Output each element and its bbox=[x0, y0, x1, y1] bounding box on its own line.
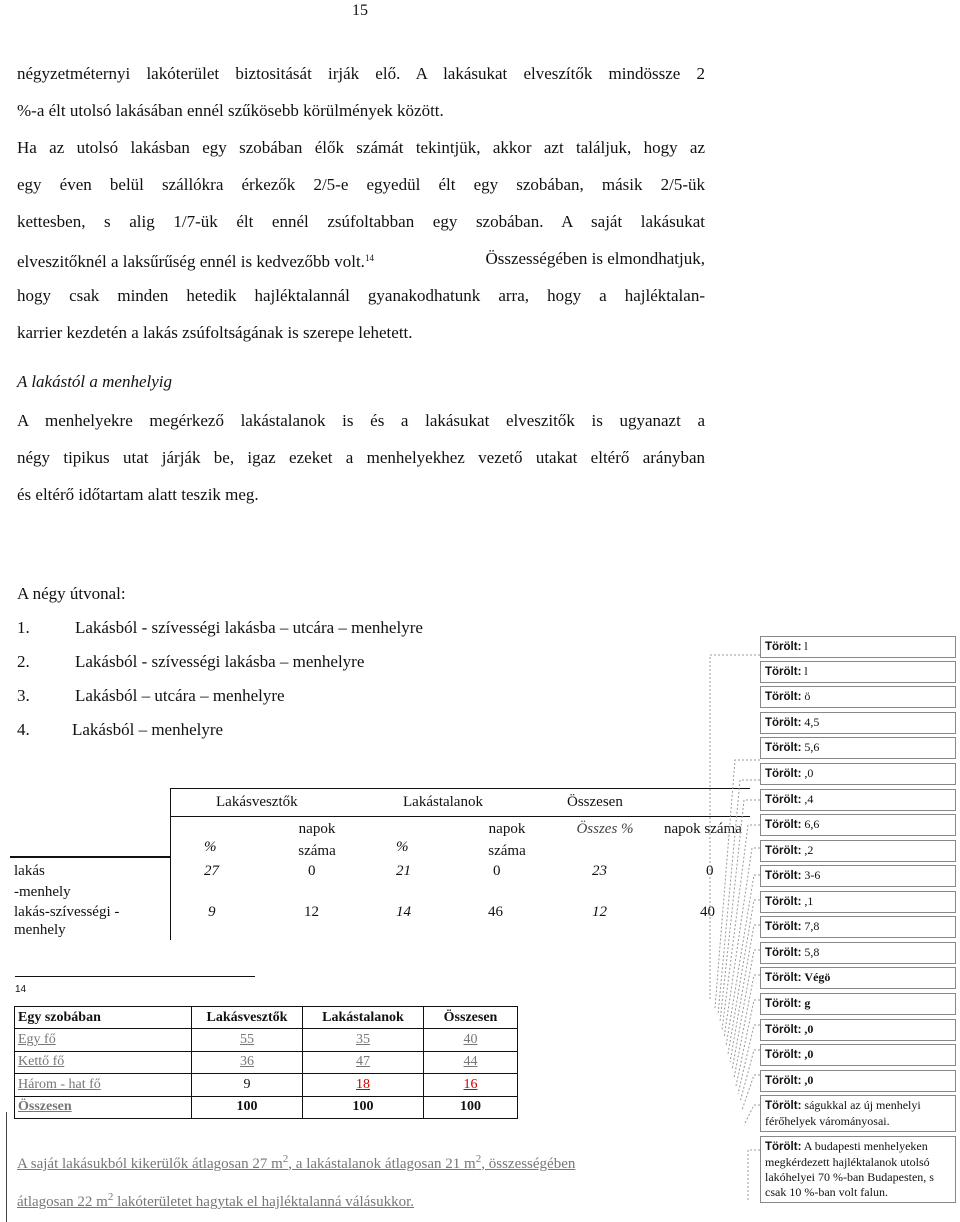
comment-text: l bbox=[804, 664, 808, 678]
group-header: Lakástalanok bbox=[403, 794, 483, 810]
comment-text: 7,8 bbox=[804, 919, 820, 933]
comment-label: Törölt: bbox=[765, 1049, 802, 1061]
comment-text: ,0 bbox=[804, 1022, 814, 1036]
comment-text: ,0 bbox=[804, 766, 814, 780]
comment-label: Törölt: bbox=[765, 1024, 802, 1036]
superscript: 2 bbox=[282, 1153, 289, 1165]
header-cell: Összesen bbox=[424, 1007, 518, 1029]
header-cell: Egy szobában bbox=[15, 1007, 192, 1029]
comment-text: ö bbox=[804, 689, 811, 703]
comment-label: Törölt: bbox=[765, 742, 802, 754]
table-cell: 36 bbox=[192, 1051, 303, 1073]
comment-balloon[interactable] bbox=[760, 891, 956, 913]
comment-balloon[interactable] bbox=[760, 737, 956, 759]
text-line: hogy csak minden hetedik hajléktalannál gyanakodhatunk arra, hogy a hajléktalan- bbox=[17, 286, 705, 305]
comment-text: ,4 bbox=[804, 792, 814, 806]
deleted-text: , a lakástalanok átlagosan 21 m bbox=[288, 1156, 476, 1172]
table-cell: 12 bbox=[304, 904, 319, 920]
text-line: %-a élt utolsó lakásában ennél szűkösebb körülmények között. bbox=[17, 101, 444, 120]
comment-label: Törölt: bbox=[765, 691, 802, 703]
row-label: lakás-szívességi - bbox=[14, 904, 120, 920]
row-label: -menhely bbox=[14, 884, 71, 900]
text-line: karrier kezdetén a lakás zsúfoltságának is szerepe lehetett. bbox=[17, 323, 413, 342]
subheader: % bbox=[204, 839, 217, 855]
comment-label: Törölt: bbox=[765, 819, 802, 831]
header-cell: Lakásvesztők bbox=[192, 1007, 303, 1029]
comment-balloon[interactable] bbox=[760, 1070, 956, 1092]
comment-balloon[interactable] bbox=[760, 1044, 956, 1066]
footnote-number: 14 bbox=[15, 984, 27, 995]
route-text: Lakásból - szívességi lakásba – utcára – menhelyre bbox=[75, 618, 423, 637]
footnote-reference[interactable]: 14 bbox=[364, 253, 374, 263]
table-cell: 40 bbox=[700, 904, 715, 920]
deleted-text: lakóterületet hagytak el hajléktalanná válásukkor. bbox=[113, 1194, 415, 1210]
route-text: Lakásból - szívességi lakásba – menhelyre bbox=[75, 652, 365, 671]
comment-text: ,1 bbox=[804, 894, 814, 908]
group-header: Összesen bbox=[567, 794, 623, 810]
table-cell: 18 bbox=[303, 1074, 424, 1096]
deleted-text: A saját lakásukból kikerülők átlagosan 27 m bbox=[17, 1156, 283, 1172]
text-line: A menhelyekre megérkező lakástalanok is és a lakásukat elveszitők is ugyanazt a bbox=[17, 411, 705, 430]
table-cell: 21 bbox=[396, 863, 411, 879]
comment-label: Törölt: bbox=[765, 768, 802, 780]
comment-text: ,0 bbox=[804, 1073, 814, 1087]
text-line: négyzetméternyi lakóterület biztositását irják elő. A lakásukat elveszítők mindössze 2 bbox=[17, 64, 705, 83]
comment-label: Törölt: bbox=[765, 717, 802, 729]
comment-label: Törölt: bbox=[765, 972, 802, 984]
deleted-text: , összességében bbox=[481, 1156, 576, 1172]
comment-balloon[interactable] bbox=[760, 1095, 956, 1132]
table-cell: 46 bbox=[488, 904, 503, 920]
comment-balloon[interactable] bbox=[760, 865, 956, 887]
comment-label: Törölt: bbox=[765, 641, 802, 653]
route-text: Lakásból – utcára – menhelyre bbox=[75, 686, 285, 705]
comment-label: Törölt: bbox=[765, 896, 802, 908]
subheader: napok száma bbox=[298, 821, 336, 859]
subheader: napok száma bbox=[488, 821, 526, 859]
comment-balloon[interactable] bbox=[760, 1019, 956, 1041]
comment-balloon[interactable] bbox=[760, 712, 956, 734]
comment-balloon[interactable] bbox=[760, 763, 956, 785]
text-line: kettesben, s alig 1/7-ük élt ennél zsúfoltabban egy szobában. A saját lakásukat bbox=[17, 212, 705, 231]
comment-balloon[interactable] bbox=[760, 942, 956, 964]
table-cell: 0 bbox=[493, 863, 501, 879]
comment-balloon[interactable] bbox=[760, 636, 956, 658]
table-cell: 12 bbox=[592, 904, 607, 920]
comment-text: 5,8 bbox=[804, 945, 820, 959]
table-cell: 27 bbox=[204, 863, 219, 879]
table-cell: 47 bbox=[303, 1051, 424, 1073]
comment-balloon[interactable] bbox=[760, 840, 956, 862]
superscript: 2 bbox=[107, 1191, 114, 1203]
row-label: Három - hat fő bbox=[15, 1074, 192, 1096]
route-number: 4. bbox=[17, 720, 30, 739]
comment-text: ságukkal az új menhelyi férőhelyek várományosai. bbox=[765, 1098, 921, 1128]
row-label: Összesen bbox=[15, 1096, 192, 1118]
comment-label: Törölt: bbox=[765, 870, 802, 882]
text-fragment: elveszitőknél a laksűrűség ennél is kedvezőbb volt. bbox=[17, 252, 365, 271]
row-label: lakás bbox=[14, 863, 45, 879]
table-cell: 16 bbox=[424, 1074, 518, 1096]
row-label: Kettő fő bbox=[15, 1051, 192, 1073]
subheader: napok száma bbox=[664, 821, 742, 837]
table-cell: 9 bbox=[192, 1074, 303, 1096]
route-number: 2. bbox=[17, 652, 30, 671]
row-label: Egy fő bbox=[15, 1029, 192, 1051]
table-cell: 0 bbox=[706, 863, 714, 879]
comment-label: Törölt: bbox=[765, 1141, 802, 1153]
route-number: 1. bbox=[17, 618, 30, 637]
comment-label: Törölt: bbox=[765, 921, 802, 933]
comment-text: 3-6 bbox=[804, 868, 821, 882]
route-number: 3. bbox=[17, 686, 30, 705]
row-label: menhely bbox=[14, 922, 66, 938]
comment-balloon[interactable] bbox=[760, 1136, 956, 1203]
table-cell: 100 bbox=[303, 1096, 424, 1118]
table-cell: 9 bbox=[208, 904, 216, 920]
comment-label: Törölt: bbox=[765, 845, 802, 857]
table-cell: 100 bbox=[192, 1096, 303, 1118]
comment-balloon[interactable] bbox=[760, 916, 956, 938]
comment-label: Törölt: bbox=[765, 947, 802, 959]
comment-label: Törölt: bbox=[765, 998, 802, 1010]
text-line: egy éven belül szállókra érkezők 2/5-e egyedül élt egy szobában, másik 2/5-ük bbox=[17, 175, 705, 194]
table-cell: 55 bbox=[192, 1029, 303, 1051]
text-line: és eltérő időtartam alatt teszik meg. bbox=[17, 485, 259, 504]
comment-text: 4,5 bbox=[804, 715, 820, 729]
table-cell: 100 bbox=[424, 1096, 518, 1118]
table-cell: 35 bbox=[303, 1029, 424, 1051]
comment-balloon[interactable] bbox=[760, 661, 956, 683]
comment-balloon[interactable] bbox=[760, 814, 956, 836]
comment-balloon[interactable] bbox=[760, 993, 956, 1015]
comment-text: ,2 bbox=[804, 843, 814, 857]
text-line: Ha az utolsó lakásban egy szobában élők számát tekintjük, akkor azt találjuk, hogy az bbox=[17, 138, 705, 157]
subheader: % bbox=[396, 839, 409, 855]
deleted-text: átlagosan 22 m bbox=[17, 1194, 108, 1210]
comment-balloon[interactable] bbox=[760, 789, 956, 811]
table-cell: 44 bbox=[424, 1051, 518, 1073]
comment-text: g bbox=[804, 996, 811, 1010]
route-text: Lakásból – menhelyre bbox=[72, 720, 224, 739]
comment-text: l bbox=[804, 639, 808, 653]
superscript: 2 bbox=[475, 1153, 482, 1165]
comment-balloon[interactable] bbox=[760, 686, 956, 708]
comment-text: Végö bbox=[804, 970, 831, 984]
comment-label: Törölt: bbox=[765, 666, 802, 678]
table-cell: 14 bbox=[396, 904, 411, 920]
header-cell: Lakástalanok bbox=[303, 1007, 424, 1029]
table-cell: 40 bbox=[424, 1029, 518, 1051]
section-heading: A lakástól a menhelyig bbox=[17, 372, 173, 391]
comment-label: Törölt: bbox=[765, 794, 802, 806]
table-cell: 23 bbox=[592, 863, 607, 879]
group-header: Lakásvesztők bbox=[216, 794, 298, 810]
comment-text: A budapesti menhelyeken megkérdezett hajléktalanok utolsó lakóhelyei 70 %-ban Budapesten, s csak 10 %-ban volt falun. bbox=[765, 1139, 934, 1199]
page-number: 15 bbox=[352, 2, 368, 19]
comment-label: Törölt: bbox=[765, 1075, 802, 1087]
text-line: négy tipikus utat járják be, igaz ezeket a menhelyekhez vezető utakat eltérő arányban bbox=[17, 448, 705, 467]
text-fragment: Összességében is elmondhatjuk, bbox=[485, 249, 705, 268]
subheader: Összes % bbox=[576, 821, 634, 837]
routes-title: A négy útvonal: bbox=[17, 584, 126, 603]
comment-text: 5,6 bbox=[804, 740, 820, 754]
comment-text: 6,6 bbox=[804, 817, 820, 831]
comment-balloon[interactable] bbox=[760, 967, 956, 989]
comment-text: ,0 bbox=[804, 1047, 814, 1061]
comment-label: Törölt: bbox=[765, 1100, 802, 1112]
table-cell: 0 bbox=[308, 863, 316, 879]
